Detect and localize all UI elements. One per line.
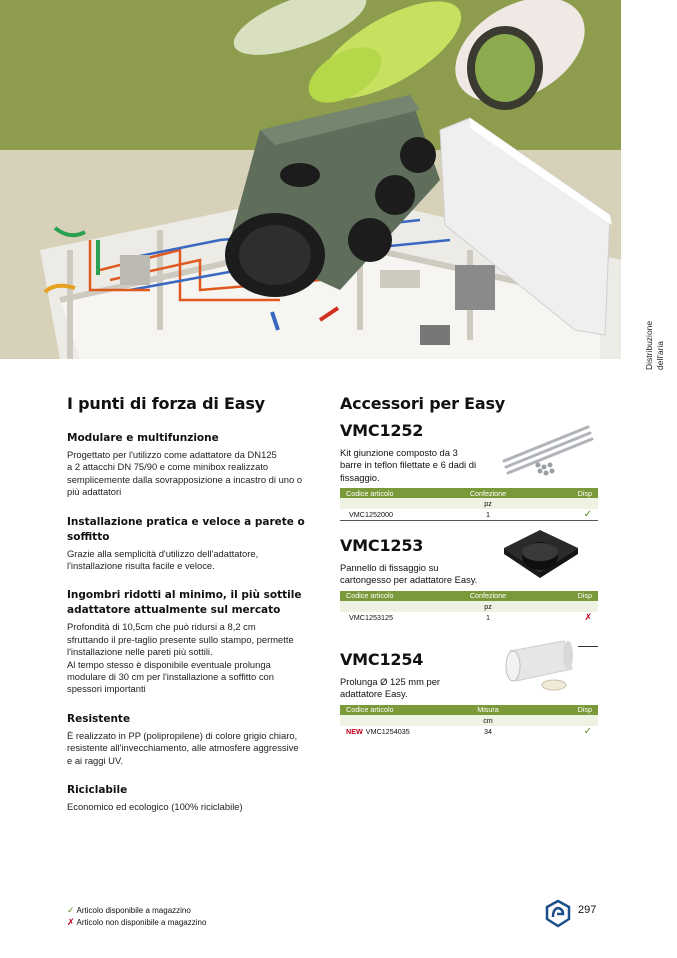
feature-text: Progettato per l'utilizzo come adattatore da DN125 a 2 attacchi DN 75/90 e come minibox realizzato semplicemente dalla sovrapposizione a incastro di uno o più adattatori — [67, 449, 303, 498]
column-header: Codice articolo — [340, 488, 438, 498]
table-row — [340, 726, 598, 737]
measure-cell: 34 — [484, 726, 492, 736]
availability-legend — [67, 905, 206, 928]
legend-unavailable: ✗ Articolo non disponibile a magazzino — [67, 916, 207, 927]
feature-title: Ingombri ridotti al minimo, il più sottile adattatore attualmente sul mercato — [67, 589, 302, 617]
feature-text: È realizzato in PP (polipropilene) di colore grigio chiaro, resistente all'invecchiamento, alle atmosfere aggressive e ai raggi UV. — [67, 729, 299, 766]
section-tab: Distribuzione dell'aria — [644, 320, 665, 370]
extension-pipe-icon — [502, 635, 582, 695]
threaded-bars-icon — [498, 421, 598, 477]
quantity-cell: 1 — [486, 612, 490, 622]
table-row — [340, 509, 598, 521]
strengths-section — [67, 394, 329, 814]
feature-text: Grazie alla semplicità d'utilizzo dell'adattatore, l'installazione risulta facile e veloce. — [67, 547, 259, 572]
feature-title: Resistente — [67, 712, 131, 725]
feature-text: Economico ed ecologico (100% riciclabile) — [67, 801, 243, 813]
unit-cell: cm — [438, 715, 538, 726]
product-description: Pannello di fissaggio su cartongesso per adattatore Easy. — [340, 562, 478, 586]
column-header: Confezione — [438, 488, 538, 498]
column-header: Confezione — [438, 591, 538, 601]
feature-modular — [67, 431, 329, 499]
unit-cell: pz — [438, 498, 538, 509]
check-icon: ✓ — [67, 905, 75, 915]
article-code: VMC1253125 — [349, 612, 393, 622]
feature-text: Profondità di 10,5cm che può ridursi a 8,2 cm sfruttando il pre-taglio presente sullo stampo, permette l'installazione nelle pareti più sottili. Al tempo stesso è disponibile eventuale prolunga modulare di 30 cm per l'installazione a soffitto con spessori importanti — [67, 621, 294, 695]
feature-title: Installazione pratica e veloce a parete o soffitto — [67, 515, 305, 543]
article-code: VMC1252000 — [349, 510, 393, 520]
available-icon: ✓ — [583, 725, 592, 737]
quantity-cell: 1 — [438, 509, 538, 521]
cross-icon: ✗ — [67, 916, 75, 927]
column-header: Codice articolo — [340, 591, 438, 601]
accessories-heading: Accessori per Easy — [340, 394, 506, 413]
product-code: VMC1254 — [340, 650, 424, 669]
product-description: Kit giunzione composto da 3 barre in teflon filettate e 6 dadi di fissaggio. — [340, 447, 477, 483]
feature-title: Modulare e multifunzione — [67, 432, 219, 444]
product-code: VMC1252 — [340, 421, 424, 440]
feature-recyclable — [67, 783, 329, 813]
column-header: Misura — [438, 705, 538, 715]
feature-resistant — [67, 712, 329, 767]
product-table — [340, 591, 598, 623]
product-table — [340, 488, 598, 521]
new-badge: NEW — [346, 726, 363, 736]
unit-cell: pz — [438, 601, 538, 612]
strengths-heading: I punti di forza di Easy — [67, 394, 265, 413]
product-description: Prolunga Ø 125 mm per adattatore Easy. — [340, 676, 441, 700]
feature-slim — [67, 588, 329, 695]
product-vmc1253 — [340, 536, 598, 623]
product-code: VMC1253 — [340, 536, 424, 555]
brand-logo-icon — [544, 899, 572, 929]
product-vmc1254 — [340, 650, 598, 737]
accessories-section — [340, 394, 598, 737]
column-header: Codice articolo — [340, 705, 438, 715]
mounting-panel-icon — [500, 526, 580, 586]
hero-illustration — [0, 0, 621, 359]
product-vmc1252 — [340, 421, 598, 521]
product-table — [340, 705, 598, 737]
column-header: Disp — [538, 591, 598, 601]
column-header: Disp — [538, 705, 598, 715]
legend-available: ✓ Articolo disponibile a magazzino — [67, 905, 191, 915]
feature-installation — [67, 515, 329, 573]
article-code: VMC1254035 — [365, 726, 410, 736]
table-row — [340, 612, 598, 623]
unavailable-icon: ✗ — [584, 611, 592, 622]
page-number: 297 — [578, 904, 597, 916]
feature-title: Riciclabile — [67, 784, 128, 797]
column-header: Disp — [538, 488, 598, 498]
available-icon: ✓ — [583, 509, 592, 521]
